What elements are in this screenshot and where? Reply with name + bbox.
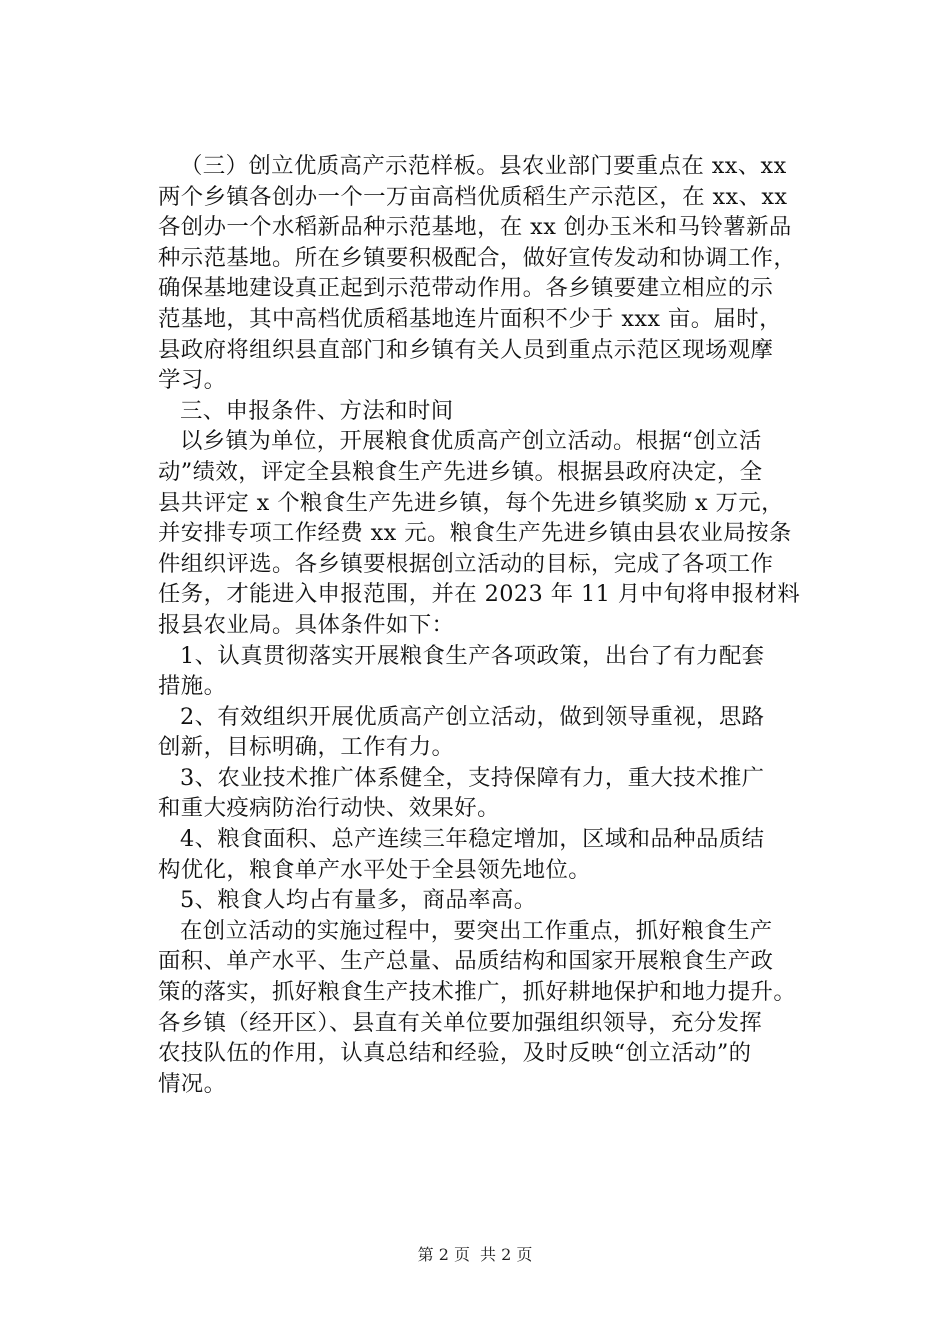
paragraph-line: 各乡镇（经开区）、县直有关单位要加强组织领导，充分发挥 bbox=[158, 1009, 763, 1036]
page-number: 第 2 页 bbox=[417, 1245, 470, 1264]
document-body bbox=[158, 151, 838, 1099]
list-item-line: 措施。 bbox=[158, 673, 227, 700]
paragraph-line: 两个乡镇各创办一个一万亩高档优质稻生产示范区，在 xx、xx bbox=[158, 183, 788, 210]
paragraph-line: 学习。 bbox=[158, 367, 227, 394]
paragraph-line: 在创立活动的实施过程中，要突出工作重点，抓好粮食生产 bbox=[180, 917, 773, 944]
page-footer bbox=[0, 1245, 950, 1265]
paragraph-line: 农技队伍的作用，认真总结和经验，及时反映“创立活动”的 bbox=[158, 1040, 752, 1067]
paragraph-line: 确保基地建设真正起到示范带动作用。各乡镇要建立相应的示 bbox=[158, 275, 774, 302]
paragraph-line: 县政府将组织县直部门和乡镇有关人员到重点示范区现场观摩 bbox=[158, 336, 774, 363]
paragraph-line: 范基地，其中高档优质稻基地连片面积不少于 xxx 亩。届时， bbox=[158, 305, 782, 332]
paragraph-line: （三）创立优质高产示范样板。县农业部门要重点在 xx、xx bbox=[180, 153, 787, 179]
paragraph-line: 报县农业局。具体条件如下： bbox=[158, 611, 455, 638]
paragraph-line: 策的落实，抓好粮食生产技术推广，抓好耕地保护和地力提升。 bbox=[158, 979, 797, 1006]
page-total: 共 2 页 bbox=[480, 1245, 533, 1264]
list-item-line: 2、有效组织开展优质高产创立活动，做到领导重视，思路 bbox=[180, 703, 765, 730]
section-heading: 三、申报条件、方法和时间 bbox=[180, 397, 454, 424]
paragraph-line: 县共评定 x 个粮食生产先进乡镇，每个先进乡镇奖励 x 万元， bbox=[158, 489, 784, 516]
list-item-line: 1、认真贯彻落实开展粮食生产各项政策，出台了有力配套 bbox=[180, 642, 765, 669]
paragraph-line: 并安排专项工作经费 xx 元。粮食生产先进乡镇由县农业局按条 bbox=[158, 520, 792, 547]
paragraph-line: 情况。 bbox=[158, 1070, 227, 1097]
list-item-line: 创新，目标明确，工作有力。 bbox=[158, 734, 455, 761]
paragraph-line: 以乡镇为单位，开展粮食优质高产创立活动。根据“创立活 bbox=[180, 428, 762, 455]
paragraph-line: 各创办一个水稻新品种示范基地，在 xx 创办玉米和马铃薯新品 bbox=[158, 214, 792, 241]
list-item-line: 和重大疫病防治行动快、效果好。 bbox=[158, 795, 500, 822]
list-item-line: 3、农业技术推广体系健全，支持保障有力，重大技术推广 bbox=[180, 764, 765, 791]
paragraph-line: 件组织评选。各乡镇要根据创立活动的目标，完成了各项工作 bbox=[158, 550, 774, 577]
paragraph-line: 任务，才能进入申报范围，并在 2023 年 11 月中旬将申报材料 bbox=[158, 581, 801, 608]
list-item-line: 构优化，粮食单产水平处于全县领先地位。 bbox=[158, 856, 592, 883]
list-item-line: 4、粮食面积、总产连续三年稳定增加，区域和品种品质结 bbox=[180, 826, 765, 853]
paragraph-line: 种示范基地。所在乡镇要积极配合，做好宣传发动和协调工作， bbox=[158, 244, 797, 271]
paragraph-line: 面积、单产水平、生产总量、品质结构和国家开展粮食生产政 bbox=[158, 948, 774, 975]
paragraph-line: 动”绩效，评定全县粮食生产先进乡镇。根据县政府决定，全 bbox=[158, 458, 763, 485]
list-item-line: 5、粮食人均占有量多，商品率高。 bbox=[180, 887, 537, 914]
